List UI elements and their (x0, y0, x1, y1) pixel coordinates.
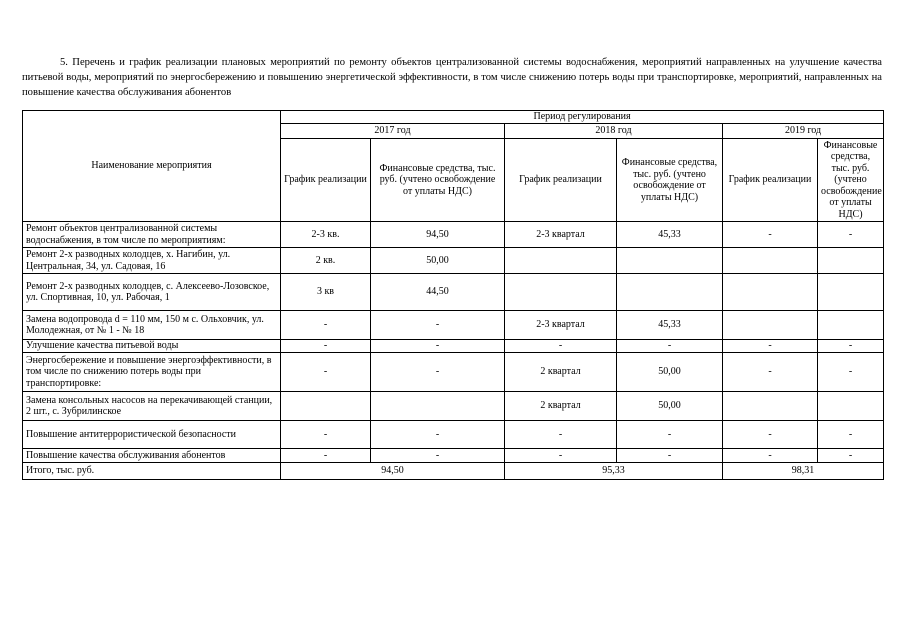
cell-finance-2018: 50,00 (617, 353, 723, 392)
cell-finance-2019 (818, 248, 884, 274)
cell-finance-2018 (617, 274, 723, 311)
cell-schedule-2017: - (281, 340, 371, 353)
header-row-period (23, 111, 884, 124)
schedule-header-2018: График реализации (505, 139, 617, 222)
cell-schedule-2019: - (723, 222, 818, 248)
cell-finance-2019: - (818, 421, 884, 449)
year-2017-header: 2017 год (281, 124, 505, 139)
table-row (23, 392, 884, 421)
cell-finance-2018: 45,33 (617, 222, 723, 248)
cell-finance-2018 (617, 248, 723, 274)
intro-paragraph: 5. Перечень и график реализации плановых мероприятий по ремонту объектов централизованной системы водоснабжения, мероприятий направленных на улучшение качества питьевой воды, мероприятий по энергосбережению и повышению энергетической эффективности, в том числе снижению потерь воды при транспортировке, мероприятий, направленных на повышение качества обслуживания абонентов (22, 57, 882, 98)
cell-finance-2017: - (371, 311, 505, 340)
cell-schedule-2017: - (281, 311, 371, 340)
row-name: Ремонт 2-х разводных колодцев, х. Нагибин, ул. Центральная, 34, ул. Садовая, 16 (23, 248, 281, 274)
cell-schedule-2018: - (505, 449, 617, 463)
activities-table (22, 110, 884, 480)
cell-finance-2018: - (617, 449, 723, 463)
cell-finance-2019 (818, 311, 884, 340)
row-name: Замена консольных насосов на перекачивающей станции, 2 шт., с. Зубрилинское (23, 392, 281, 421)
table-row (23, 311, 884, 340)
cell-schedule-2018: 2 квартал (505, 392, 617, 421)
year-2019-header: 2019 год (723, 124, 884, 139)
cell-schedule-2017: 3 кв (281, 274, 371, 311)
row-name: Ремонт 2-х разводных колодцев, с. Алексеево-Лозовское, ул. Спортивная, 10, ул. Рабочая, 1 (23, 274, 281, 311)
schedule-header-2017: График реализации (281, 139, 371, 222)
cell-schedule-2017: - (281, 449, 371, 463)
total-label: Итого, тыс. руб. (23, 463, 281, 480)
cell-finance-2018: 45,33 (617, 311, 723, 340)
cell-finance-2019: - (818, 222, 884, 248)
cell-finance-2017: - (371, 449, 505, 463)
year-2018-header: 2018 год (505, 124, 723, 139)
table-row (23, 353, 884, 392)
cell-schedule-2019 (723, 248, 818, 274)
finance-header-2018: Финансовые средства, тыс. руб. (учтено освобождение от уплаты НДС) (617, 139, 723, 222)
cell-schedule-2019: - (723, 421, 818, 449)
cell-finance-2018: - (617, 340, 723, 353)
cell-schedule-2017: 2-3 кв. (281, 222, 371, 248)
cell-finance-2018: 50,00 (617, 392, 723, 421)
cell-schedule-2019: - (723, 340, 818, 353)
cell-finance-2017: 94,50 (371, 222, 505, 248)
row-name: Повышение антитеррористической безопасности (23, 421, 281, 449)
table-row (23, 421, 884, 449)
finance-header-2019: Финансовые средства, тыс. руб. (учтено освобождение от уплаты НДС) (818, 139, 884, 222)
total-2019: 98,31 (723, 463, 884, 480)
table-row (23, 222, 884, 248)
table-row (23, 248, 884, 274)
table-row (23, 449, 884, 463)
cell-finance-2017: - (371, 340, 505, 353)
cell-schedule-2017: - (281, 421, 371, 449)
cell-finance-2019: - (818, 449, 884, 463)
cell-finance-2019: - (818, 353, 884, 392)
finance-header-2017: Финансовые средства, тыс. руб. (учтено освобождение от уплаты НДС) (371, 139, 505, 222)
row-name: Улучшение качества питьевой воды (23, 340, 281, 353)
row-name: Ремонт объектов централизованной системы водоснабжения, в том числе по мероприятиям: (23, 222, 281, 248)
schedule-header-2019: График реализации (723, 139, 818, 222)
total-row (23, 463, 884, 480)
cell-finance-2017 (371, 392, 505, 421)
cell-schedule-2019: - (723, 449, 818, 463)
cell-schedule-2018 (505, 274, 617, 311)
cell-schedule-2018 (505, 248, 617, 274)
cell-schedule-2017 (281, 392, 371, 421)
cell-schedule-2018: - (505, 421, 617, 449)
cell-finance-2017: - (371, 353, 505, 392)
total-2017: 94,50 (281, 463, 505, 480)
cell-schedule-2018: 2-3 квартал (505, 311, 617, 340)
cell-schedule-2018: 2 квартал (505, 353, 617, 392)
row-name: Замена водопровода d = 110 мм, 150 м с. Ольховчик, ул. Молодежная, от № 1 - № 18 (23, 311, 281, 340)
cell-schedule-2017: - (281, 353, 371, 392)
cell-schedule-2018: - (505, 340, 617, 353)
col-header-name: Наименование мероприятия (23, 111, 281, 222)
table-row (23, 274, 884, 311)
cell-finance-2017: 50,00 (371, 248, 505, 274)
cell-schedule-2019: - (723, 353, 818, 392)
cell-schedule-2018: 2-3 квартал (505, 222, 617, 248)
cell-finance-2017: - (371, 421, 505, 449)
total-2018: 95,33 (505, 463, 723, 480)
cell-finance-2019 (818, 392, 884, 421)
cell-finance-2018: - (617, 421, 723, 449)
cell-schedule-2019 (723, 311, 818, 340)
row-name: Повышение качества обслуживания абонентов (23, 449, 281, 463)
period-header: Период регулирования (281, 111, 884, 124)
cell-finance-2019 (818, 274, 884, 311)
cell-schedule-2019 (723, 392, 818, 421)
cell-schedule-2019 (723, 274, 818, 311)
cell-finance-2017: 44,50 (371, 274, 505, 311)
row-name: Энергосбережение и повышение энергоэффективности, в том числе по снижению потерь воды при транспортировке: (23, 353, 281, 392)
table-row (23, 340, 884, 353)
cell-finance-2019: - (818, 340, 884, 353)
cell-schedule-2017: 2 кв. (281, 248, 371, 274)
